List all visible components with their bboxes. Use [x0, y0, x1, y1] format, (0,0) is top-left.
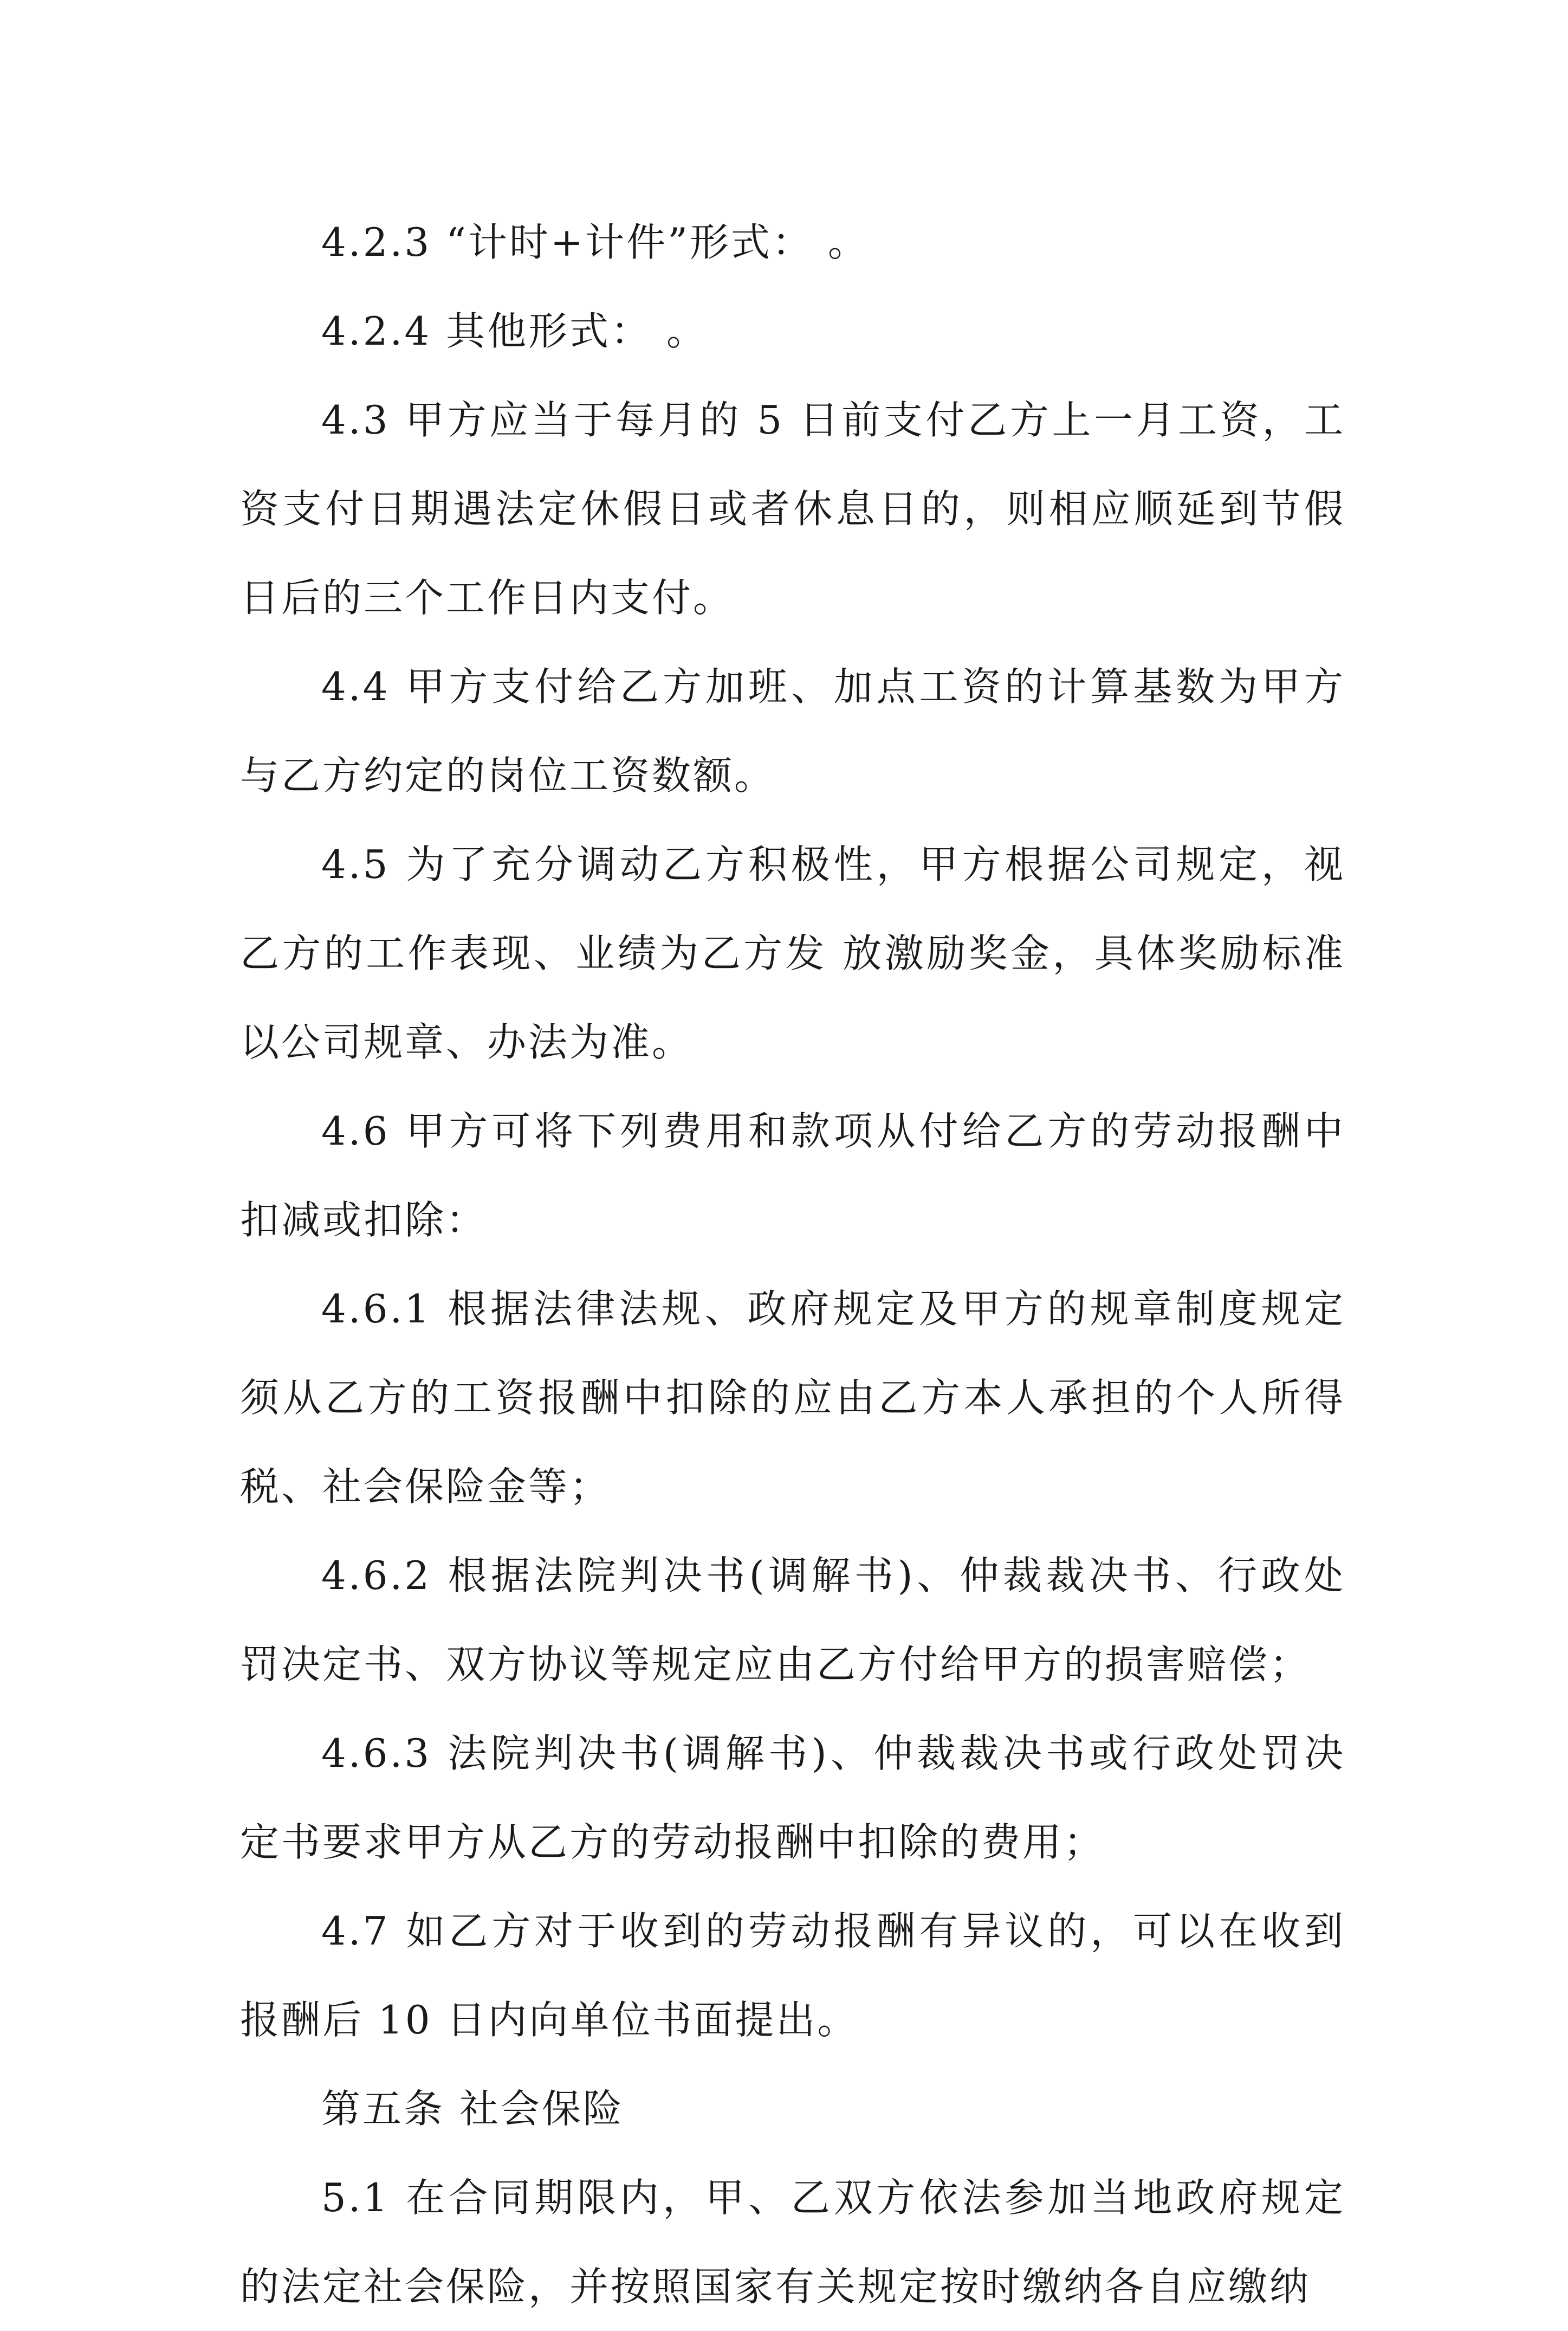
clause-4-5: 4.5 为了充分调动乙方积极性，甲方根据公司规定，视乙方的工作表现、业绩为乙方发 放激励奖金，具体奖励标准以公司规章、办法为准。 [240, 842, 1345, 1065]
clause-4-6-3: 4.6.3 法院判决书(调解书)、仲裁裁决书或行政处罚决定书要求甲方从乙方的劳动报酬中扣除的费用； [240, 1731, 1345, 1865]
clause-5-1: 5.1 在合同期限内，甲、乙双方依法参加当地政府规定的法定社会保险，并按照国家有关规定按时缴纳各自应缴纳 [240, 2175, 1345, 2309]
clause-4-2-4: 4.2.4 其他形式： 。 [321, 308, 708, 354]
article-5-heading: 第五条 社会保险 [321, 2086, 624, 2132]
clause-4-2-3: 4.2.3 “计时+计件”形式： 。 [321, 219, 869, 265]
clause-4-7: 4.7 如乙方对于收到的劳动报酬有异议的，可以在收到报酬后 10 日内向单位书面提出。 [240, 1908, 1345, 2043]
clause-4-6-1: 4.6.1 根据法律法规、政府规定及甲方的规章制度规定须从乙方的工资报酬中扣除的应由乙方本人承担的个人所得税、社会保险金等； [240, 1286, 1345, 1509]
document-body [240, 198, 1345, 2331]
clause-4-6: 4.6 甲方可将下列费用和款项从付给乙方的劳动报酬中扣减或扣除： [240, 1108, 1345, 1243]
clause-4-6-2: 4.6.2 根据法院判决书(调解书)、仲裁裁决书、行政处罚决定书、双方协议等规定应由乙方付给甲方的损害赔偿； [240, 1553, 1345, 1687]
clause-4-4: 4.4 甲方支付给乙方加班、加点工资的计算基数为甲方与乙方约定的岗位工资数额。 [240, 664, 1345, 798]
clause-4-3: 4.3 甲方应当于每月的 5 日前支付乙方上一月工资，工资支付日期遇法定休假日或者休息日的，则相应顺延到节假日后的三个工作日内支付。 [240, 397, 1345, 621]
